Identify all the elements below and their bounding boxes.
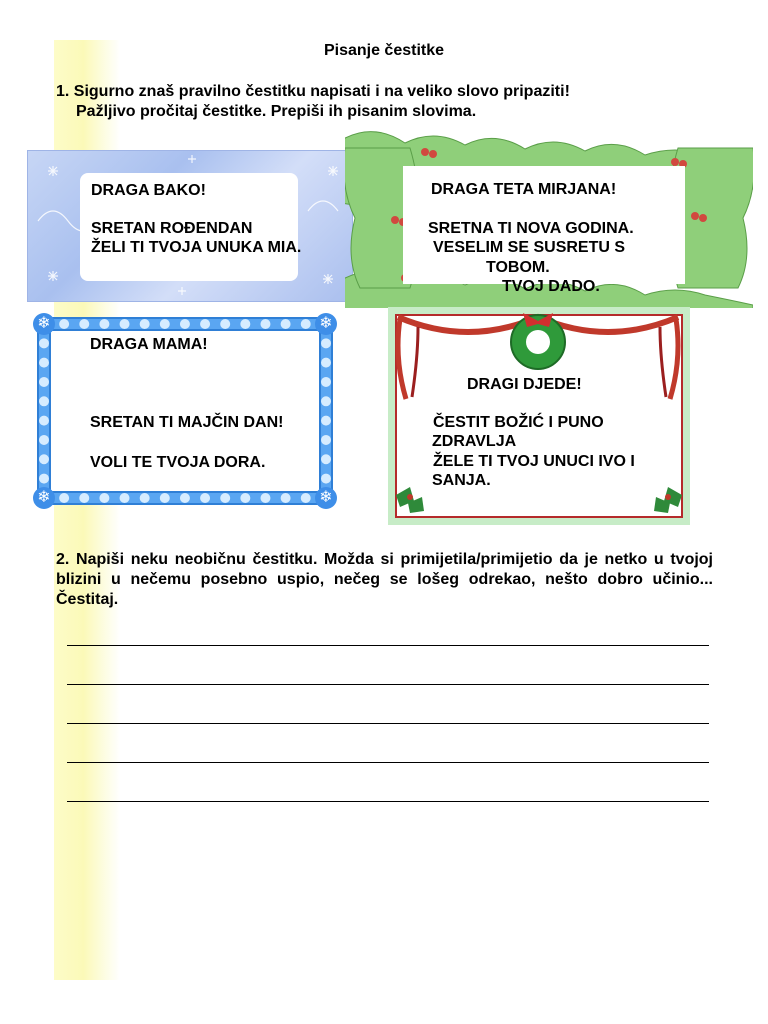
task-1-instructions [56, 82, 716, 122]
writing-line[interactable] [67, 645, 709, 646]
snowflake-icon: ❄ [33, 313, 55, 335]
writing-line[interactable] [67, 762, 709, 763]
card-draga-bako [27, 150, 353, 302]
card-bako-greeting: DRAGA BAKO! [91, 182, 206, 199]
card-mama-line-1: SRETAN TI MAJČIN DAN! [90, 414, 284, 431]
card-djede-line-2: ZDRAVLJA [432, 433, 517, 450]
card-bako-line-2: ŽELI TI TVOJA UNUKA MIA. [91, 239, 302, 256]
card-djede-line-1: ČESTIT BOŽIĆ I PUNO [433, 414, 604, 431]
snowflake-icon: ❄ [315, 313, 337, 335]
writing-line[interactable] [67, 801, 709, 802]
snowflake-icon: ❄ [33, 487, 55, 509]
card-djede-line-4: SANJA. [432, 472, 491, 489]
writing-line[interactable] [67, 684, 709, 685]
holly-icon [396, 487, 682, 513]
card-draga-teta-mirjana [345, 128, 753, 308]
card-mama-line-2: VOLI TE TVOJA DORA. [90, 454, 266, 471]
task-2-instructions: 2. Napiši neku neobičnu čestitku. Možda si primijetila/primijetio da je netko u tvojoj blizini u nečemu posebno uspio, nečeg se lošeg odrekao, nešto dobro učinio... Čestitaj. [56, 551, 713, 608]
page-title: Pisanje čestitke [323, 42, 445, 59]
card-mirjana-line-2: VESELIM SE SUSRETU S [433, 239, 626, 256]
card-mama-greeting: DRAGA MAMA! [90, 336, 208, 353]
card-mirjana-line-4: TVOJ DADO. [502, 278, 600, 295]
snowflake-icon: ❄ [315, 487, 337, 509]
card-djede-greeting: DRAGI DJEDE! [467, 376, 582, 393]
task-1-line-2: Pažljivo pročitaj čestitke. Prepiši ih pisanim slovima. [76, 103, 477, 120]
card-mirjana-line-1: SRETNA TI NOVA GODINA. [428, 220, 634, 237]
card-mirjana-greeting: DRAGA TETA MIRJANA! [431, 181, 617, 198]
writing-line[interactable] [67, 723, 709, 724]
task-1-line-1: 1. Sigurno znaš pravilno čestitku napisati i na veliko slovo pripaziti! [56, 83, 570, 100]
wreath-icon [511, 313, 565, 369]
card-mirjana-line-3: TOBOM. [486, 259, 550, 276]
card-bako-line-1: SRETAN ROĐENDAN [91, 220, 253, 237]
card-dragi-djede [388, 307, 690, 525]
card-djede-line-3: ŽELE TI TVOJ UNUCI IVO I [433, 453, 635, 470]
card-draga-mama [33, 313, 337, 509]
